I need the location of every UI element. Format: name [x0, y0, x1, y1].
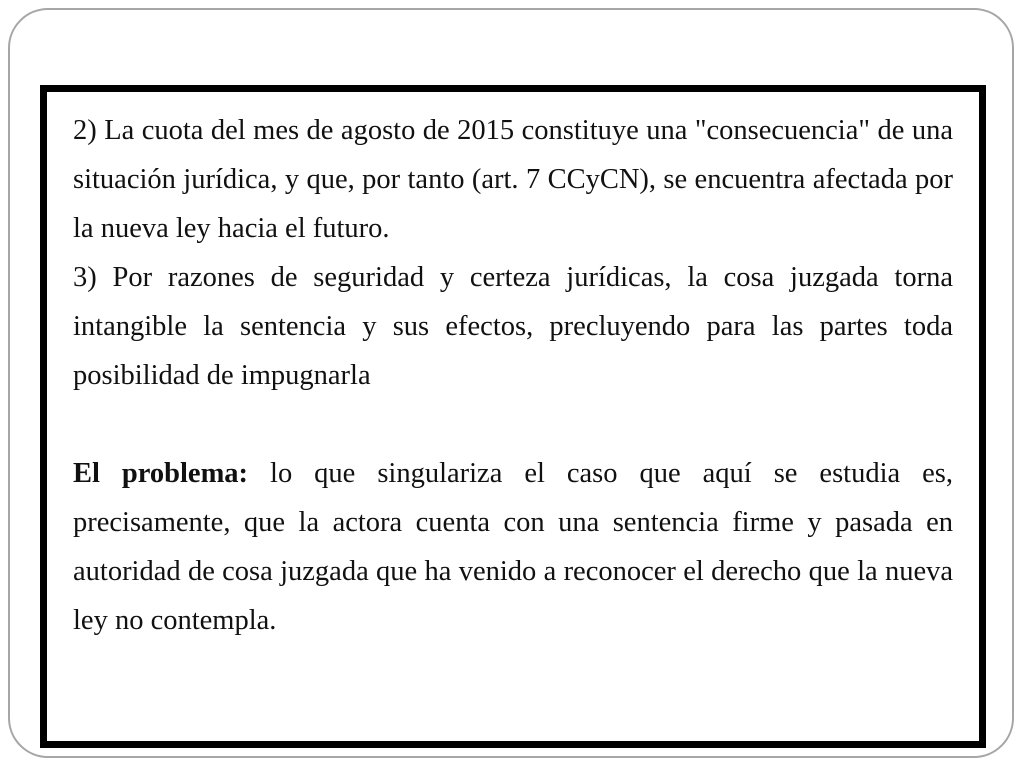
slide-frame	[8, 8, 1014, 758]
problem-label: El problema:	[73, 458, 249, 489]
problem-paragraph	[73, 449, 953, 645]
problem-text: lo que singulariza el caso que aquí se estudia es, precisamente, que la actora cuenta con una sentencia firme y pasada en autoridad de cosa juzgada que ha venido a reconocer el derecho que la nueva ley no contempla.	[73, 458, 953, 636]
bordered-text-box	[40, 85, 986, 748]
paragraph-3: 3) Por razones de seguridad y certeza jurídicas, la cosa juzgada torna intangible la sentencia y sus efectos, precluyendo para las partes toda posibilidad de impugnarla	[73, 262, 953, 391]
slide-body-text	[73, 106, 953, 645]
paragraph-spacer	[73, 400, 953, 449]
paragraph-2: 2) La cuota del mes de agosto de 2015 constituye una "consecuencia" de una situación jurídica, y que, por tanto (art. 7 CCyCN), se encuentra afectada por la nueva ley hacia el futuro.	[73, 115, 953, 244]
